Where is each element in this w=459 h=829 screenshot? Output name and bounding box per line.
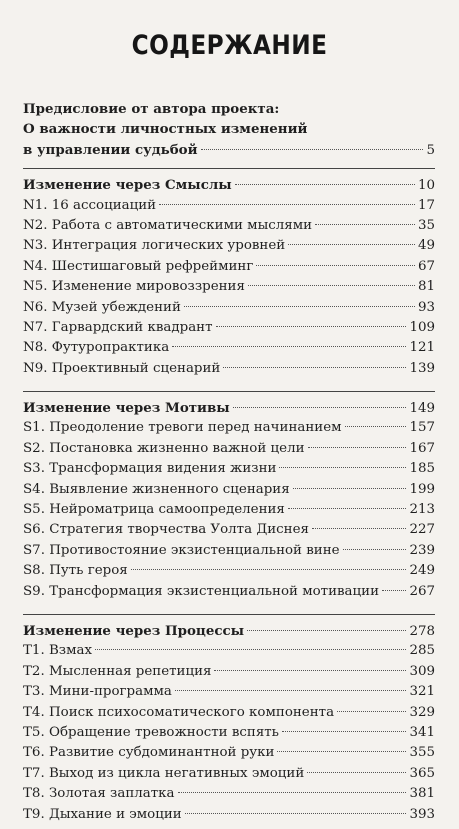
dot-leader — [343, 549, 407, 550]
toc-entry — [23, 703, 435, 723]
toc-entry-page: 49 — [417, 238, 435, 254]
dot-leader — [308, 447, 407, 448]
dot-leader — [184, 306, 415, 307]
toc-entry-page: 365 — [409, 765, 435, 781]
toc-entry-page: 239 — [409, 542, 435, 558]
toc-entry-label: T2. Мысленная репетиция — [23, 663, 212, 679]
dot-leader — [345, 426, 407, 427]
toc-entry-label: N4. Шестишаговый рефрейминг — [23, 258, 254, 274]
toc-entry — [23, 541, 435, 561]
toc-entry-label: N2. Работа с автоматическими мыслями — [23, 217, 313, 233]
dot-leader — [223, 367, 406, 368]
toc-entry — [23, 662, 435, 682]
toc-entry-page: 17 — [417, 197, 435, 213]
toc-entry — [23, 561, 435, 581]
toc-entry-label: S7. Противостояние экзистенциальной вине — [23, 542, 340, 558]
preface-entry-page: 5 — [426, 142, 435, 158]
section-heading-page: 278 — [409, 623, 435, 639]
toc-entry — [23, 682, 435, 702]
toc-entry — [23, 582, 435, 602]
toc-entry — [23, 439, 435, 459]
toc-entry — [23, 743, 435, 763]
toc-entry-label: N3. Интеграция логических уровней — [23, 238, 286, 254]
section-heading — [23, 398, 435, 418]
toc-entry — [23, 338, 435, 358]
toc-entry-label: S1. Преодоление тревоги перед начинанием — [23, 420, 342, 436]
dot-leader — [131, 569, 407, 570]
toc-entry-page: 285 — [409, 643, 435, 659]
toc-entry — [23, 784, 435, 804]
dot-leader — [282, 731, 406, 732]
toc-entry-page: 121 — [409, 340, 435, 356]
toc-entry — [23, 723, 435, 743]
toc-entry — [23, 216, 435, 236]
dot-leader — [288, 244, 415, 245]
toc-entry-label: T5. Обращение тревожности вспять — [23, 724, 279, 740]
toc-entry-label: S4. Выявление жизненного сценария — [23, 481, 290, 497]
dot-leader — [277, 751, 406, 752]
section-heading-page: 10 — [417, 178, 435, 194]
dot-leader — [307, 772, 406, 773]
dot-leader — [201, 149, 424, 150]
section-heading-page: 149 — [409, 401, 435, 417]
toc-entry-label: T4. Поиск психосоматического компонента — [23, 704, 335, 720]
dot-leader — [256, 265, 415, 266]
dot-leader — [312, 528, 407, 529]
toc-entry-label: N7. Гарвардский квадрант — [23, 319, 213, 335]
toc-entry-page: 321 — [409, 684, 435, 700]
section-heading — [23, 621, 435, 641]
dot-leader — [95, 649, 406, 650]
toc-entry-label: S8. Путь героя — [23, 563, 128, 579]
dot-leader — [185, 813, 407, 814]
toc-entry-page: 199 — [409, 481, 435, 497]
dot-leader — [288, 508, 407, 509]
toc-entry-page: 341 — [409, 724, 435, 740]
toc-entry-label: T7. Выход из цикла негативных эмоций — [23, 765, 305, 781]
dot-leader — [248, 285, 415, 286]
toc-entry-label: T3. Мини-программа — [23, 684, 172, 700]
dot-leader — [216, 326, 407, 327]
toc-entry-page: 355 — [409, 745, 435, 761]
preface-entry — [23, 140, 435, 160]
toc-entry-page: 249 — [409, 563, 435, 579]
dot-leader — [175, 690, 407, 691]
toc-entry-page: 329 — [409, 704, 435, 720]
section-divider — [23, 614, 435, 615]
dot-leader — [337, 711, 406, 712]
toc-entry — [23, 480, 435, 500]
toc-entry-label: N1. 16 ассоциаций — [23, 197, 157, 213]
toc-entry — [23, 196, 435, 216]
section-heading-label: Изменение через Мотивы — [23, 400, 230, 417]
toc-entry-label: N5. Изменение мировоззрения — [23, 279, 245, 295]
toc-entry — [23, 418, 435, 438]
dot-leader — [178, 792, 407, 793]
toc-entry-label: T9. Дыхание и эмоции — [23, 806, 182, 822]
toc-entry — [23, 764, 435, 784]
toc-entry-page: 213 — [409, 502, 435, 518]
section-divider — [23, 391, 435, 392]
toc-entry-page: 309 — [409, 663, 435, 679]
section-divider — [23, 168, 435, 169]
dot-leader — [172, 346, 406, 347]
section-gap — [23, 602, 435, 606]
toc-entry-page: 227 — [409, 522, 435, 538]
toc-entry-page: 167 — [409, 440, 435, 456]
toc-entry-page: 35 — [417, 217, 435, 233]
toc-entry — [23, 277, 435, 297]
dot-leader — [159, 204, 415, 205]
dot-leader — [293, 488, 407, 489]
toc-entry — [23, 805, 435, 825]
toc-entry — [23, 459, 435, 479]
toc-entry-label: N8. Футуропрактика — [23, 340, 170, 356]
toc-entry — [23, 298, 435, 318]
section-gap — [23, 379, 435, 383]
section-heading — [23, 175, 435, 195]
toc-entry-page: 93 — [417, 299, 435, 315]
toc-entry-label: T8. Золотая заплатка — [23, 786, 175, 802]
toc-entry-label: S5. Нейроматрица самоопределения — [23, 502, 285, 518]
dot-leader — [214, 670, 406, 671]
preface-line: О важности личностных изменений — [23, 121, 308, 138]
toc-entry-page: 109 — [409, 319, 435, 335]
toc-entry — [23, 236, 435, 256]
toc-entry — [23, 318, 435, 338]
toc-entry — [23, 641, 435, 661]
toc-entry-page: 393 — [409, 806, 435, 822]
toc-entry — [23, 257, 435, 277]
toc-entry-page: 267 — [409, 583, 435, 599]
toc-entry-label: S6. Стратегия творчества Уолта Диснея — [23, 522, 309, 538]
section-heading-label: Изменение через Процессы — [23, 622, 245, 639]
section-gap — [23, 825, 435, 829]
toc-entry-page: 381 — [409, 786, 435, 802]
toc-entry-label: N9. Проективный сценарий — [23, 360, 221, 376]
dot-leader — [382, 590, 406, 591]
toc-entry-page: 139 — [409, 360, 435, 376]
preface-line: Предисловие от автора проекта: — [23, 101, 280, 117]
preface-entry-label: в управлении судьбой — [23, 141, 198, 158]
toc-entry — [23, 500, 435, 520]
toc-entry — [23, 520, 435, 540]
toc-entry-label: T6. Развитие субдоминантной руки — [23, 745, 275, 761]
dot-leader — [279, 467, 406, 468]
toc-entry — [23, 359, 435, 379]
dot-leader — [247, 630, 406, 631]
dot-leader — [233, 407, 407, 408]
toc-entry-label: N6. Музей убеждений — [23, 299, 181, 315]
section-heading-label: Изменение через Смыслы — [23, 177, 232, 194]
toc-entry-label: S3. Трансформация видения жизни — [23, 461, 277, 477]
table-of-contents — [23, 99, 435, 829]
dot-leader — [315, 224, 415, 225]
toc-entry-page: 157 — [409, 420, 435, 436]
toc-entry-page: 81 — [417, 279, 435, 295]
page-title: СОДЕРЖАНИЕ — [131, 30, 328, 61]
toc-entry-label: S9. Трансформация экзистенциальной мотивации — [23, 583, 380, 599]
toc-entry-page: 67 — [417, 258, 435, 274]
toc-entry-page: 185 — [409, 461, 435, 477]
dot-leader — [235, 184, 415, 185]
toc-entry-label: S2. Постановка жизненно важной цели — [23, 440, 305, 456]
toc-entry-label: T1. Взмах — [23, 643, 93, 659]
